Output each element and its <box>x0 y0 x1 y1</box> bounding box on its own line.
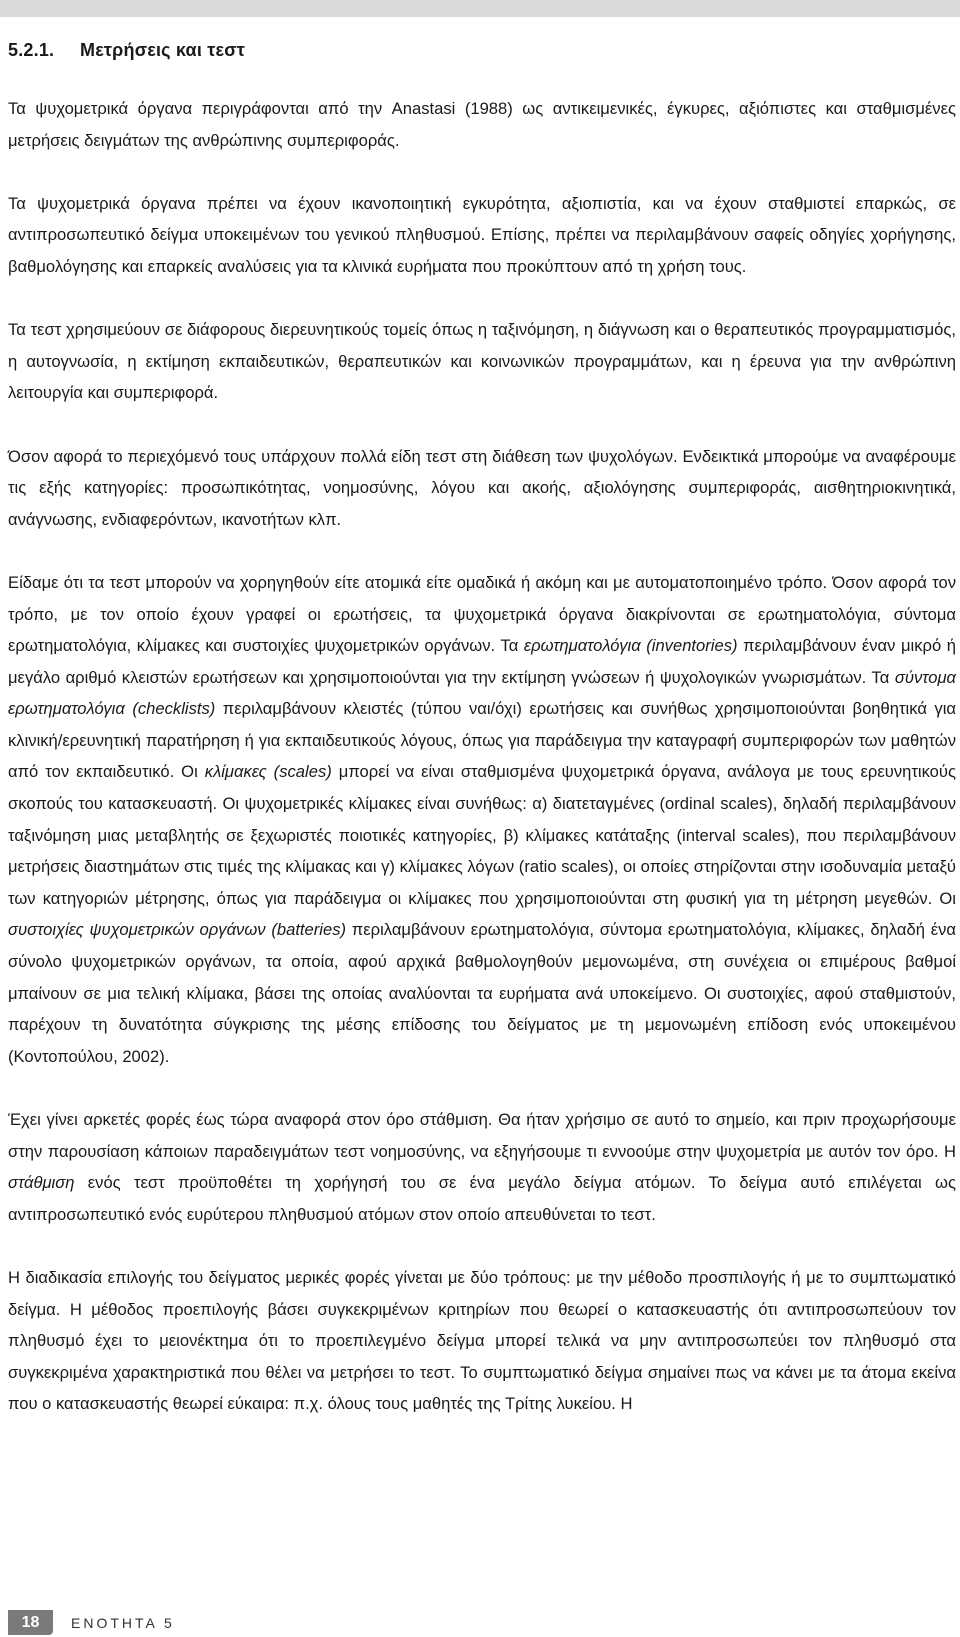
paragraph <box>8 1104 956 1230</box>
document-body <box>8 93 956 1452</box>
section-title: Μετρήσεις και τεστ <box>80 40 245 60</box>
italic-term: σύντομα ερωτηματολόγια (checklists) <box>8 667 956 719</box>
paragraph-text: περιλαμβάνουν ερωτηματολόγια, σύντομα ερωτηματολόγια, κλίμακες, δηλαδή ένα σύνολο ψυχομετρικών οργάνων, τα οποία, αφού αρχικά βαθμολογηθούν μεμονωμένα, στη συνέχεια οι επιμέρους βαθμοί μπαίνουν σε μια τελική κλίμακα, βάσει της οποίας αναλύονται τα ευρήματα ανά υποκείμενο. Οι συστοιχίες, αφού σταθμιστούν, παρέχουν τη δυνατότητα σύγκρισης της μέσης επίδοσης του δείγματος με τη μεμονωμένη επίδοση ενός υποκειμένου (Κοντοπούλου, 2002). <box>8 920 956 1066</box>
paragraph-text: Τα ψυχομετρικά όργανα πρέπει να έχουν ικανοποιητική εγκυρότητα, αξιοπιστία, και να έχουν σταθμιστεί επαρκώς, σε αντιπροσωπευτικό δείγμα υποκειμένων του γενικού πληθυσμού. Επίσης, πρέπει να περιλαμβάνουν σαφείς οδηγίες χορήγησης, βαθμολόγησης και επαρκείς αναλύσεις για τα κλινικά ευρήματα που προκύπτουν από τη χρήση τους. <box>8 193 956 276</box>
chapter-label: ΕΝΟΤΗΤΑ 5 <box>71 1614 175 1631</box>
section-heading <box>8 40 245 61</box>
paragraph <box>8 93 956 156</box>
paragraph-text: περιλαμβάνουν έναν μικρό ή μεγάλο αριθμό κλειστών ερωτήσεων και χρησιμοποιούνται για την εκτίμηση γνώσεων ή ψυχολογικών γνωρισμάτων. Τα <box>8 636 956 687</box>
italic-term: κλίμακες (scales) <box>204 762 332 782</box>
italic-term: στάθμιση <box>8 1173 75 1193</box>
paragraph-text: Τα ψυχομετρικά όργανα περιγράφονται από την Anastasi (1988) ως αντικειμενικές, έγκυρες, αξιόπιστες και σταθμισμένες μετρήσεις δειγμάτων της ανθρώπινης συμπεριφοράς. <box>8 99 956 150</box>
italic-term: ερωτηματολόγια (inventories) <box>523 636 738 656</box>
paragraph-text: μπορεί να είναι σταθμισμένα ψυχομετρικά όργανα, ανάλογα με τους ερευνητικούς σκοπούς του κατασκευαστή. Οι ψυχομετρικές κλίμακες είναι συνήθως: α) διατεταγμένες (ordinal scales), δηλαδή περιλαμβάνουν ταξινόμηση μιας μεταβλητής σε ξεχωριστές ποιοτικές κατηγορίες, β) κλίμακες κατάταξης (interval scales), που περιλαμβάνουν μετρήσεις διαστημάτων στις τιμές της κλίμακας και γ) κλίμακες λόγων (ratio scales), οι οποίες στηρίζονται στην ισοδυναμία μεταξύ των κατηγοριών μέτρησης, όπως για παράδειγμα οι κλίμακες που χρησιμοποιούνται στη φυσική για τη μέτρηση μεγεθών. Οι <box>8 762 956 908</box>
paragraph-text: ενός τεστ προϋποθέτει τη χορήγησή του σε ένα μεγάλο δείγμα ατόμων. Το δείγμα αυτό επιλέγεται ως αντιπροσωπευτικό ενός ευρύτερου πληθυσμού ατόμων στον οποίο απευθύνεται το τεστ. <box>8 1173 956 1224</box>
italic-term: συστοιχίες ψυχομετρικών οργάνων (batteries) <box>8 920 347 940</box>
paragraph-text: περιλαμβάνουν κλειστές (τύπου ναι/όχι) ερωτήσεις και συνήθως χρησιμοποιούνται βοηθητικά για κλινική/ερευνητική παρατήρηση ή για εκπαιδευτικούς λόγους, όπως για παράδειγμα την καταγραφή συμπεριφορών των μαθητών από τον εκπαιδευτικό. Οι <box>8 699 956 782</box>
paragraph <box>8 441 956 536</box>
paragraph <box>8 188 956 283</box>
section-number: 5.2.1. <box>8 40 55 60</box>
paragraph-text: Όσον αφορά το περιεχόμενό τους υπάρχουν πολλά είδη τεστ στη διάθεση των ψυχολόγων. Ενδεικτικά μπορούμε να αναφέρουμε τις εξής κατηγορίες: προσωπικότητας, νοημοσύνης, λόγου και ακοής, αξιολόγησης συμπεριφοράς, αισθητηριοκινητικά, ανάγνωσης, ενδιαφερόντων, ικανοτήτων κλπ. <box>8 446 956 529</box>
paragraph <box>8 1262 956 1420</box>
paragraph-text: Η διαδικασία επιλογής του δείγματος μερικές φορές γίνεται με δύο τρόπους: με την μέθοδο προσπιλογής ή με το συμπτωματικό δείγμα. Η μέθοδος προεπιλογής βάσει συγκεκριμένων κριτηρίων που θεωρεί ο κατασκευαστής ότι αντιπροσωπεύουν τον πληθυσμό έχει το μειονέκτημα ότι το προεπιλεγμένο δείγμα μπορεί τελικά να μην αντιπροσωπεύει τον πληθυσμό στα συγκεκριμένα χαρακτηριστικά που θέλει να μετρήσει το τεστ. Το συμπτωματικό δείγμα σημαίνει πως να κάνει με τα άτομα εκείνα που ο κατασκευαστής θεωρεί εύκαιρα: π.χ. όλους τους μαθητές της Τρίτης λυκείου. Η <box>8 1267 956 1414</box>
paragraph <box>8 567 956 1073</box>
paragraph <box>8 314 956 409</box>
paragraph-text: Είδαμε ότι τα τεστ μπορούν να χορηγηθούν είτε ατομικά είτε ομαδικά ή ακόμη και με αυτοματοποιημένο τρόπο. Όσον αφορά τον τρόπο, με τον οποίο έχουν γραφεί οι ερωτήσεις, τα ψυχομετρικά όργανα διακρίνονται σε ερωτηματολόγια, σύντομα ερωτηματολόγια, κλίμακες και συστοιχίες ψυχομετρικών οργάνων. Τα <box>8 572 956 656</box>
page-number-badge: 18 <box>8 1610 53 1635</box>
page-footer <box>8 1608 175 1637</box>
header-bar <box>0 0 960 17</box>
paragraph-text: Έχει γίνει αρκετές φορές έως τώρα αναφορά στον όρο στάθμιση. Θα ήταν χρήσιμο σε αυτό το σημείο, και πριν προχωρήσουμε στην παρουσίαση κάποιων παραδειγμάτων τεστ νοημοσύνης, να εξηγήσουμε τι εννοούμε στην ψυχομετρία με αυτόν τον όρο. Η <box>8 1110 956 1161</box>
paragraph-text: Τα τεστ χρησιμεύουν σε διάφορους διερευνητικούς τομείς όπως η ταξινόμηση, η διάγνωση και ο θεραπευτικός προγραμματισμός, η αυτογνωσία, η εκτίμηση εκπαιδευτικών, θεραπευτικών και κοινωνικών προγραμμάτων, και η έρευνα για την ανθρώπινη λειτουργία και συμπεριφορά. <box>8 320 956 403</box>
